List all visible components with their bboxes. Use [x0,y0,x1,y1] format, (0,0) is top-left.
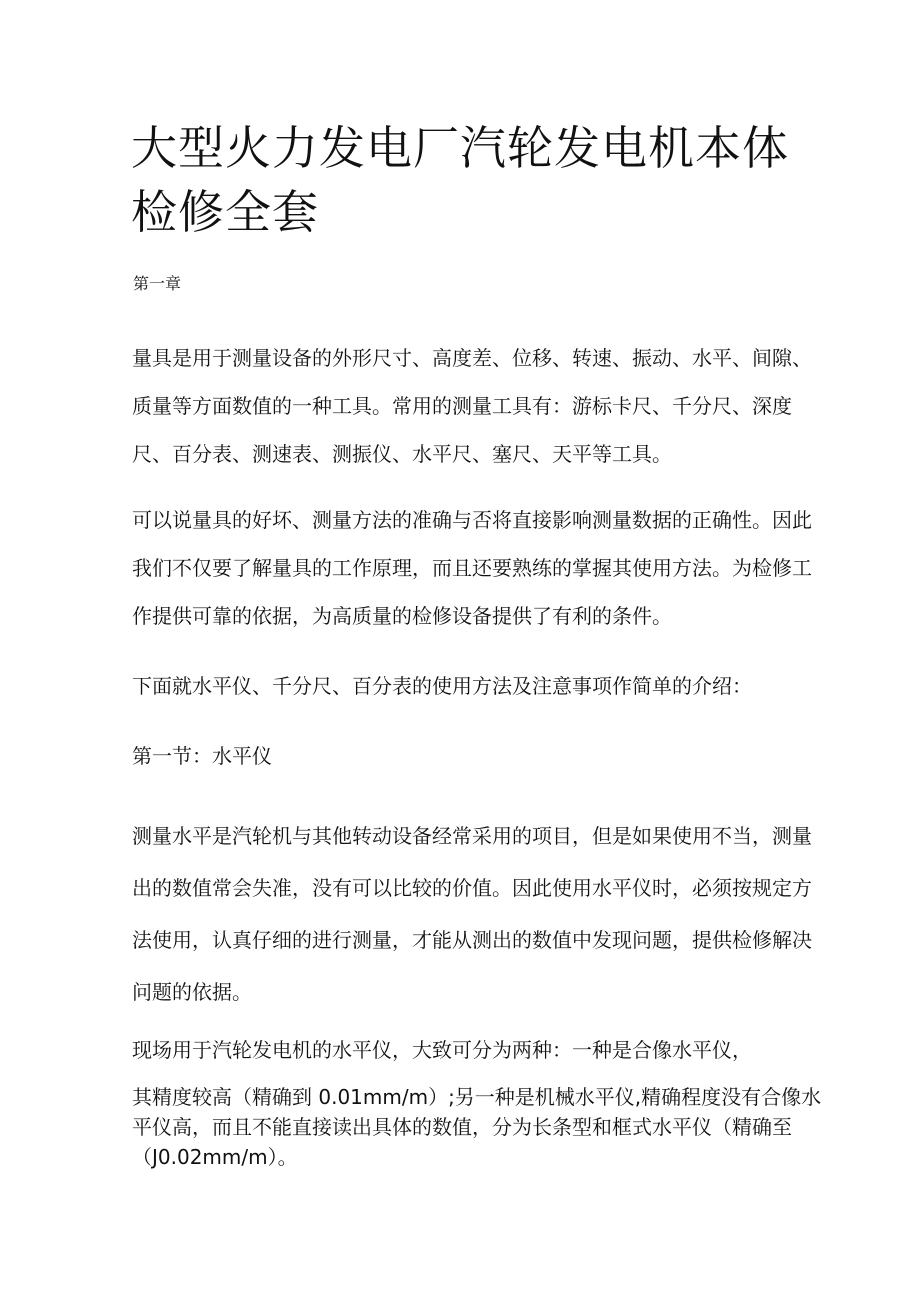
chapter-heading: 第一章 [133,274,182,293]
paragraph-level-measurement: 测量水平是汽轮机与其他转动设备经常采用的项目，但是如果使用不当，测量出的数值常会失准，没有可以比较的价值。因此使用水平仪时，必须按规定方法使用，认真仔细的进行测量，才能从测出的数值中发现问题，提供检修解决问题的依据。 [132,824,812,1004]
paragraph-level-types: 现场用于汽轮发电机的水平仪，大致可分为两种：一种是合像水平仪， [132,1038,752,1062]
paragraph-measurement-accuracy: 可以说量具的好坏、测量方法的准确与否将直接影响测量数据的正确性。因此我们不仅要了解量具的工作原理，而且还要熟练的掌握其使用方法。为检修工作提供可靠的依据，为高质量的检修设备提供了有利的条件。 [132,508,812,628]
section-heading-level: 第一节：水平仪 [132,744,272,768]
document-title: 大型火力发电厂汽轮发电机本体检修全套 [131,121,789,239]
paragraph-introduction: 下面就水平仪、千分尺、百分表的使用方法及注意事项作简单的介绍： [132,674,752,698]
paragraph-measuring-tools: 量具是用于测量设备的外形尺寸、高度差、位移、转速、振动、水平、间隙、质量等方面数值的一种工具。常用的测量工具有：游标卡尺、千分尺、深度尺、百分表、测速表、测振仪、水平尺、塞尺、天平等工具。 [132,346,812,466]
paragraph-level-precision: 其精度较高（精确到 0.01mm/m）;另一种是机械水平仪,精确程度没有合像水平仪高，而且不能直接读出具体的数值，分为长条型和框式水平仪（精确至（J0.02mm/m）。 [132,1085,822,1169]
